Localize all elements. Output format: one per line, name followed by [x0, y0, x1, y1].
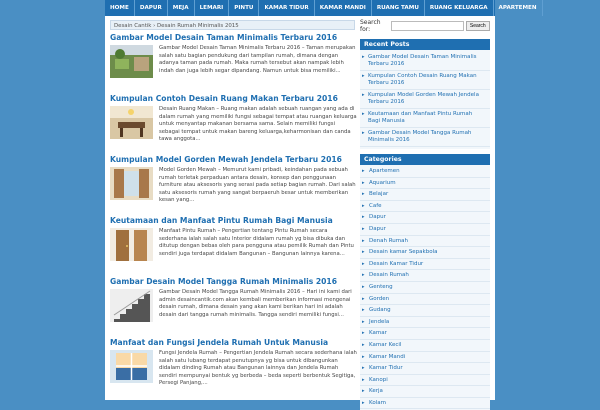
- post-excerpt: Gambar Desain Model Tangga Rumah Minimalis 2016 – Hari ini kami dari admin desaincantik.com akan kembali memberikan informasi mengenai desain rumah, dimana desain yang akan kami berikan hari ini adalah desain dari tangga rumah minimalis. Tangga sendiri memiliki fungsi...: [159, 289, 352, 318]
- recent-post-link[interactable]: ▸ Kumpulan Model Gorden Mewah Jendela Terbaru 2016: [360, 90, 490, 109]
- post-title[interactable]: Kumpulan Contoh Desain Ruang Makan Terbaru 2016: [110, 94, 338, 103]
- category-link[interactable]: ▸ Desain kamar Sepakbola: [360, 247, 490, 259]
- category-link[interactable]: ▸ Kamar Mandi: [360, 352, 490, 364]
- post-thumbnail-window[interactable]: [110, 350, 153, 383]
- category-link[interactable]: ▸ Kamar: [360, 328, 490, 340]
- top-nav: [105, 0, 537, 16]
- recent-post-link[interactable]: ▸ Gambar Desain Model Tangga Rumah Minimalis 2016: [360, 128, 490, 147]
- post-thumbnail-stairs[interactable]: [110, 289, 153, 322]
- recent-posts-list: [360, 50, 490, 149]
- category-link[interactable]: ▸ Desain Rumah: [360, 270, 490, 282]
- post-item: [110, 155, 357, 216]
- post-item: [110, 338, 357, 399]
- nav-dapur[interactable]: DAPUR: [135, 0, 168, 16]
- category-link[interactable]: ▸ Kamar Kecil: [360, 340, 490, 352]
- nav-ruang-tamu[interactable]: RUANG TAMU: [372, 0, 425, 16]
- nav-apartemen[interactable]: APARTEMEN: [494, 0, 543, 16]
- search-button[interactable]: Search: [466, 21, 490, 31]
- category-link[interactable]: ▸ Belajar: [360, 189, 490, 201]
- category-link[interactable]: ▸ Dapur: [360, 212, 490, 224]
- post-excerpt: Fungsi Jendela Rumah – Pengertian Jendela Rumah secara sederhana ialah salah satu lubang terdapat penutupnya yg bisa untuk dibangunkan didalam dinding Rumah atau Bangunan lainnya dan Jendela Rumah sendiri mempunyai bentuk yg berbeda – beda seperti berbentuk Segitiga, Persegi Panjang,...: [159, 350, 357, 387]
- post-item: [110, 216, 357, 277]
- category-link[interactable]: ▸ Kanopi: [360, 375, 490, 387]
- post-item: [110, 94, 357, 155]
- categories-title: Categories: [360, 154, 490, 165]
- post-title[interactable]: Gambar Model Desain Taman Minimalis Terbaru 2016: [110, 33, 338, 42]
- category-link[interactable]: ▸ Genteng: [360, 282, 490, 294]
- search-label: Search for:: [360, 19, 381, 33]
- post-excerpt: Gambar Model Desain Taman Minimalis Terbaru 2016 – Taman merupakan salah satu bagian pendukung dari tampilan rumah, dimana dengan adanya taman pada rumah. Maka rumah tersebut akan nampak lebih indah dan juga lebih segar dipandang. Namun untuk bisa memiliki...: [159, 45, 356, 74]
- post-excerpt: Model Gorden Mewah – Memurut kami pribadi, keindahan pada sebuah rumah terletak perpaduan antara desain, konsep dan penggunaan furniture atau aksesoris yang serasi pada setiap bagian rumah. Dari salah satu aksesoris rumah yang sangat berpaeruh besar untuk memberikan kesan yang...: [159, 167, 356, 204]
- nav-ruang-keluarga[interactable]: RUANG KELUARGA: [425, 0, 494, 16]
- nav-kamar-mandi[interactable]: KAMAR MANDI: [315, 0, 372, 16]
- breadcrumb[interactable]: Desain Cantik › Desain Rumah Minimalis 2015: [110, 20, 355, 30]
- post-thumbnail-curtain[interactable]: [110, 167, 153, 200]
- post-title[interactable]: Gambar Desain Model Tangga Rumah Minimalis 2016: [110, 277, 337, 286]
- post-excerpt: Desain Ruang Makan – Ruang makan adalah sebuah ruangan yang ada di dalam rumah yang memiliki fungsi sebagai tempat atau ruangan keluarga untuk menyantap makanan bersama sama. Selain memiliki fungsi sebagai tempat untuk makan bareng keluarga,keharmonisan dan canda tawa anggota...: [159, 106, 357, 143]
- category-link[interactable]: ▸ Gudang: [360, 305, 490, 317]
- post-excerpt: Manfaat Pintu Rumah – Pengertian tentang Pintu Rumah secara sederhana ialah salah satu Interior didalam rumah yg bisa dibuka dan ditutup dengan bebas oleh para pengguna atau pemilik Rumah dan Pintu sendiri juga terdapat didalam Bangunan – Bangunan lainnya karena...: [159, 228, 354, 257]
- recent-posts-title: Recent Posts: [360, 39, 490, 50]
- post-item: [110, 33, 357, 94]
- category-link[interactable]: ▸ Aquarium: [360, 178, 490, 190]
- category-link[interactable]: ▸ Dapur: [360, 224, 490, 236]
- nav-meja[interactable]: MEJA: [168, 0, 195, 16]
- nav-kamar-tidur[interactable]: KAMAR TIDUR: [259, 0, 314, 16]
- post-title[interactable]: Kumpulan Model Gorden Mewah Jendela Terbaru 2016: [110, 155, 342, 164]
- category-link[interactable]: ▸ Apartemen: [360, 166, 490, 178]
- post-thumbnail-dining[interactable]: [110, 106, 153, 139]
- post-item: [110, 277, 357, 338]
- category-link[interactable]: ▸ Kamar Tidur: [360, 363, 490, 375]
- nav-pintu[interactable]: PINTU: [229, 0, 259, 16]
- nav-home[interactable]: HOME: [105, 0, 135, 16]
- recent-post-link[interactable]: ▸ Keutamaan dan Manfaat Pintu Rumah Bagi Manusia: [360, 109, 490, 128]
- category-link[interactable]: ▸ Cafe: [360, 201, 490, 213]
- category-link[interactable]: ▸ Jendela: [360, 317, 490, 329]
- categories-list: [360, 165, 490, 410]
- post-thumbnail-garden[interactable]: [110, 45, 153, 78]
- nav-lemari[interactable]: LEMARI: [195, 0, 230, 16]
- category-link[interactable]: ▸ Kolam: [360, 398, 490, 410]
- post-thumbnail-door[interactable]: [110, 228, 153, 261]
- post-list: [110, 33, 357, 399]
- post-title[interactable]: Manfaat dan Fungsi Jendela Rumah Untuk Manusia: [110, 338, 329, 347]
- category-link[interactable]: ▸ Desain Kamar Tidur: [360, 259, 490, 271]
- post-title[interactable]: Keutamaan dan Manfaat Pintu Rumah Bagi Manusia: [110, 216, 333, 225]
- recent-post-link[interactable]: ▸ Kumpulan Contoh Desain Ruang Makan Terbaru 2016: [360, 71, 490, 90]
- category-link[interactable]: ▸ Kerja: [360, 386, 490, 398]
- category-link[interactable]: ▸ Gorden: [360, 294, 490, 306]
- sidebar: [360, 20, 490, 410]
- category-link[interactable]: ▸ Denah Rumah: [360, 236, 490, 248]
- search-widget: [360, 20, 490, 32]
- recent-post-link[interactable]: ▸ Gambar Model Desain Taman Minimalis Terbaru 2016: [360, 52, 490, 71]
- search-input[interactable]: [391, 21, 463, 31]
